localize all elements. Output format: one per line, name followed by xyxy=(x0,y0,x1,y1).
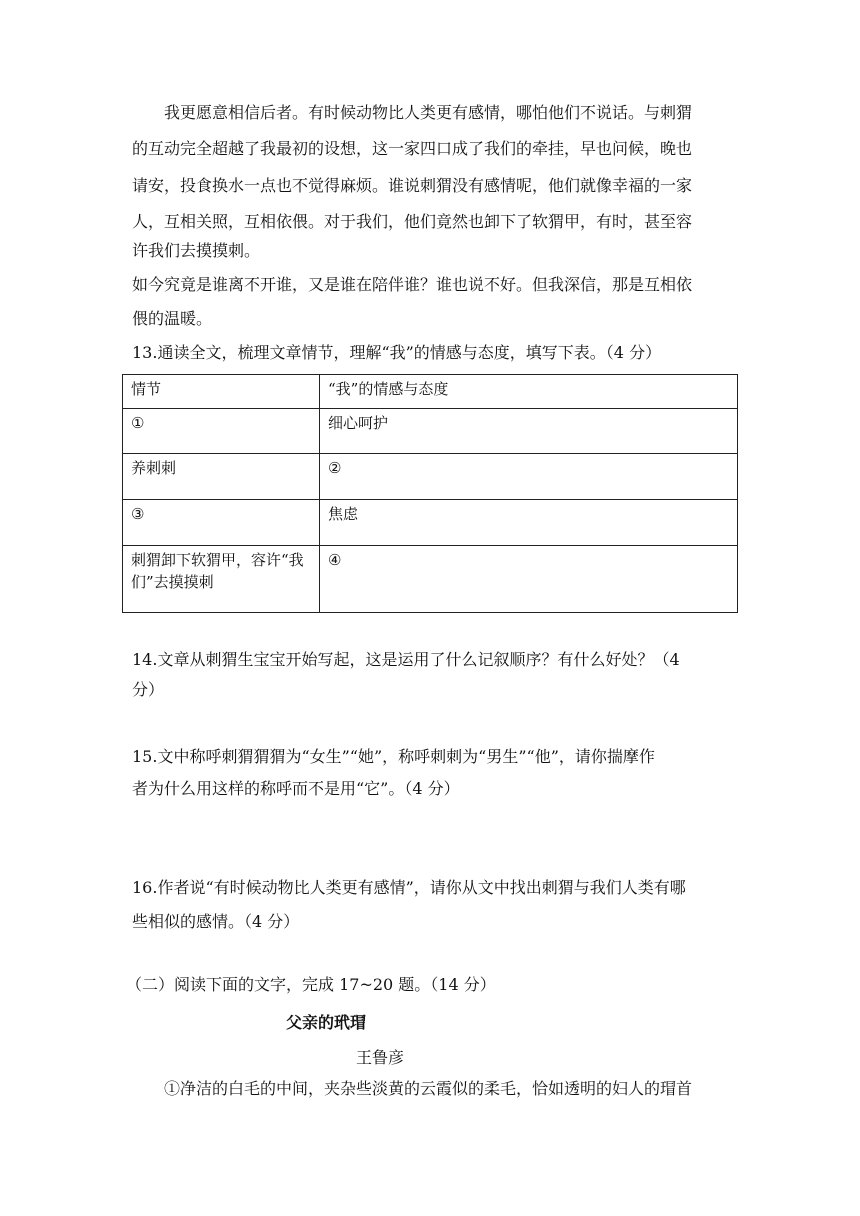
passage-line: 如今究竟是谁离不开谁，又是谁在陪伴谁？谁也说不好。但我深信，那是互相依 xyxy=(132,275,693,294)
table-cell-emotion: 焦虑 xyxy=(320,500,738,546)
table-cell-plot: 刺猬卸下软猬甲，容许“我们”去摸摸刺 xyxy=(123,546,320,613)
question-16: 16.作者说“有时候动物比人类更有感情”，请你从文中找出刺猬与我们人类有哪 xyxy=(132,878,686,897)
table-row xyxy=(123,546,738,613)
question-14: 14.文章从刺猬生宝宝开始写起，这是运用了什么记叙顺序？有什么好处？（4 xyxy=(132,650,680,669)
table-cell-plot: 养刺刺 xyxy=(123,454,320,500)
table-row xyxy=(123,454,738,500)
section-heading: （二）阅读下面的文字，完成 17~20 题。（14 分） xyxy=(126,975,496,994)
table-cell-plot[interactable]: ① xyxy=(123,409,320,454)
question-13: 13.通读全文，梳理文章情节，理解“我”的情感与态度，填写下表。（4 分） xyxy=(132,343,662,362)
table-header-cell: “我”的情感与态度 xyxy=(320,375,738,409)
passage-line: 我更愿意相信后者。有时候动物比人类更有感情，哪怕他们不说话。与刺猬 xyxy=(164,103,693,122)
passage-line: 请安，投食换水一点也不觉得麻烦。谁说刺猬没有感情呢，他们就像幸福的一家 xyxy=(132,176,693,195)
table-header-row xyxy=(123,375,738,409)
table-cell-plot[interactable]: ③ xyxy=(123,500,320,546)
article-title: 父亲的玳瑁 xyxy=(286,1013,367,1032)
passage-line: 的互动完全超越了我最初的设想，这一家四口成了我们的牵挂，早也问候，晚也 xyxy=(132,139,693,158)
passage-line: 偎的温暖。 xyxy=(132,309,213,328)
question-16-cont: 些相似的感情。（4 分） xyxy=(132,912,300,931)
question-15-cont: 者为什么用这样的称呼而不是用“它”。（4 分） xyxy=(132,779,460,798)
table-row xyxy=(123,409,738,454)
table-header-cell: 情节 xyxy=(123,375,320,409)
passage-line: 人，互相关照，互相依偎。对于我们，他们竟然也卸下了软猬甲，有时，甚至容 xyxy=(132,212,693,231)
table-cell-emotion[interactable]: ④ xyxy=(320,546,738,613)
article-first-line: ①净洁的白毛的中间，夹杂些淡黄的云霞似的柔毛，恰如透明的妇人的瑁首 xyxy=(164,1079,693,1098)
question-15: 15.文中称呼刺猬猬猬为“女生”“她”，称呼刺刺为“男生”“他”，请你揣摩作 xyxy=(132,747,655,766)
table-cell-emotion: 细心呵护 xyxy=(320,409,738,454)
answer-table xyxy=(122,374,738,613)
table-cell-emotion[interactable]: ② xyxy=(320,454,738,500)
passage-line: 许我们去摸摸刺。 xyxy=(132,241,261,260)
question-14-cont: 分） xyxy=(132,680,165,699)
article-author: 王鲁彦 xyxy=(356,1048,405,1067)
table-row xyxy=(123,500,738,546)
